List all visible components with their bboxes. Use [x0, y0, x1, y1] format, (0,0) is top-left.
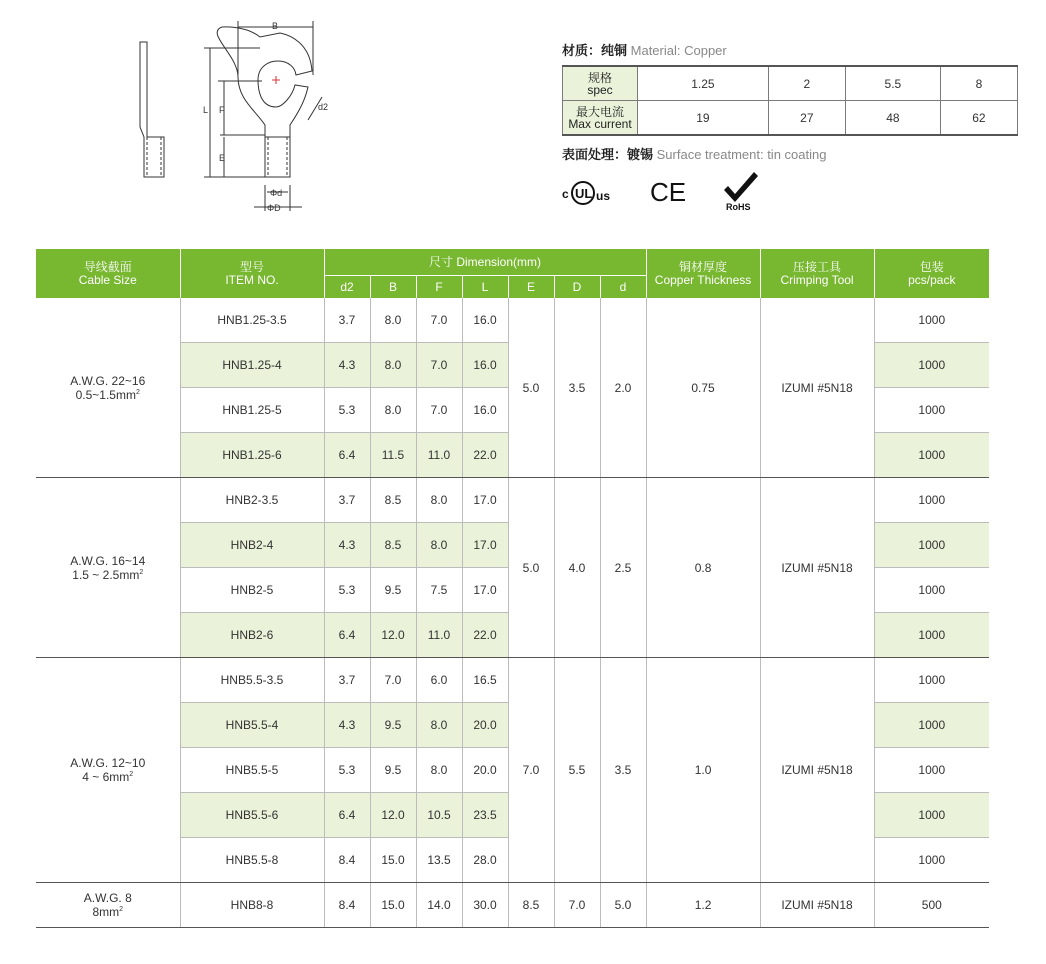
l-cell: 22.0 [462, 613, 508, 658]
l-cell: 16.0 [462, 343, 508, 388]
d2-cell: 6.4 [324, 433, 370, 478]
f-cell: 8.0 [416, 478, 462, 523]
header-dim-col: E [508, 276, 554, 299]
d2-cell: 6.4 [324, 793, 370, 838]
table-row [36, 883, 989, 928]
small-d-cell: 3.5 [600, 658, 646, 883]
d2-cell: 5.3 [324, 568, 370, 613]
svg-text:UL: UL [575, 186, 593, 201]
f-cell: 11.0 [416, 613, 462, 658]
size-label: 8mm [92, 905, 120, 919]
size-superscript: 2 [139, 568, 144, 576]
terminal-drawing [130, 15, 340, 215]
l-cell: 16.5 [462, 658, 508, 703]
pack-cell: 1000 [874, 433, 989, 478]
l-cell: 23.5 [462, 793, 508, 838]
b-cell: 11.5 [370, 433, 416, 478]
b-cell: 8.0 [370, 298, 416, 343]
header-dim-col: d [600, 276, 646, 299]
cable-size-cell [36, 883, 180, 928]
pack-cell: 1000 [874, 298, 989, 343]
pack-cell: 1000 [874, 838, 989, 883]
dim-label-phi-d: Φd [270, 188, 283, 198]
current-cell: 48 [845, 101, 940, 136]
b-cell: 15.0 [370, 883, 416, 928]
f-cell: 8.0 [416, 703, 462, 748]
header-crimping-tool: 压接工具 Crimping Tool [760, 249, 874, 298]
tool-cell: IZUMI #5N18 [760, 478, 874, 658]
header-dim-col: F [416, 276, 462, 299]
table-row [36, 478, 989, 523]
d2-cell: 3.7 [324, 658, 370, 703]
pack-cell: 1000 [874, 658, 989, 703]
thickness-cell: 0.8 [646, 478, 760, 658]
small-d-cell: 2.0 [600, 298, 646, 478]
l-cell: 16.0 [462, 388, 508, 433]
l-cell: 16.0 [462, 298, 508, 343]
current-label: 最大电流 Max current [563, 101, 638, 136]
e-cell: 5.0 [508, 478, 554, 658]
f-cell: 7.0 [416, 388, 462, 433]
d2-cell: 6.4 [324, 613, 370, 658]
b-cell: 8.0 [370, 343, 416, 388]
item-no-cell: HNB2-5 [180, 568, 324, 613]
thickness-cell: 1.0 [646, 658, 760, 883]
current-cell: 27 [768, 101, 845, 136]
thickness-cell: 0.75 [646, 298, 760, 478]
e-cell: 7.0 [508, 658, 554, 883]
f-cell: 10.5 [416, 793, 462, 838]
dim-label-f: F [219, 105, 225, 115]
cable-size-cell [36, 298, 180, 478]
spec-cell: 2 [768, 66, 845, 101]
header-item-no: 型号 ITEM NO. [180, 249, 324, 298]
dim-label-l: L [203, 105, 209, 115]
awg-label: A.W.G. 12~10 [70, 756, 146, 770]
table-row [36, 658, 989, 703]
big-d-cell: 3.5 [554, 298, 600, 478]
f-cell: 11.0 [416, 433, 462, 478]
d2-cell: 5.3 [324, 748, 370, 793]
f-cell: 6.0 [416, 658, 462, 703]
item-no-cell: HNB1.25-5 [180, 388, 324, 433]
b-cell: 8.0 [370, 388, 416, 433]
header-dim-col: L [462, 276, 508, 299]
header-dimension: 尺寸 Dimension(mm) [324, 249, 646, 276]
spec-label: 规格 spec [563, 66, 638, 101]
ul-mark-icon [562, 182, 610, 204]
header-copper-thickness: 铜材厚度 Copper Thickness [646, 249, 760, 298]
current-cell: 62 [940, 101, 1017, 136]
pack-cell: 1000 [874, 523, 989, 568]
item-no-cell: HNB5.5-6 [180, 793, 324, 838]
tool-cell: IZUMI #5N18 [760, 658, 874, 883]
small-d-cell: 2.5 [600, 478, 646, 658]
f-cell: 8.0 [416, 523, 462, 568]
item-no-cell: HNB2-6 [180, 613, 324, 658]
tool-cell: IZUMI #5N18 [760, 298, 874, 478]
certification-marks [560, 168, 780, 212]
size-label: 0.5~1.5mm [75, 387, 136, 402]
size-superscript: 2 [119, 906, 124, 913]
b-cell: 8.5 [370, 523, 416, 568]
pack-cell: 1000 [874, 793, 989, 838]
item-no-cell: HNB5.5-5 [180, 748, 324, 793]
size-label: 4 ~ 6mm [82, 770, 130, 784]
f-cell: 14.0 [416, 883, 462, 928]
svg-text:RoHS: RoHS [726, 202, 751, 212]
b-cell: 12.0 [370, 613, 416, 658]
svg-text:c: c [562, 187, 569, 201]
product-table [36, 249, 989, 928]
dim-label-e: E [219, 153, 226, 163]
item-no-cell: HNB5.5-3.5 [180, 658, 324, 703]
l-cell: 30.0 [462, 883, 508, 928]
item-no-cell: HNB5.5-4 [180, 703, 324, 748]
b-cell: 12.0 [370, 793, 416, 838]
pack-cell: 500 [874, 883, 989, 928]
cable-size-cell [36, 478, 180, 658]
l-cell: 17.0 [462, 568, 508, 613]
d2-cell: 4.3 [324, 343, 370, 388]
f-cell: 13.5 [416, 838, 462, 883]
d2-cell: 8.4 [324, 883, 370, 928]
f-cell: 7.0 [416, 343, 462, 388]
spec-cell: 8 [940, 66, 1017, 101]
b-cell: 7.0 [370, 658, 416, 703]
dim-label-phi-big-d: ΦD [267, 203, 281, 213]
size-label: 1.5 ~ 2.5mm [72, 567, 140, 582]
spec-cell: 1.25 [638, 66, 769, 101]
item-no-cell: HNB1.25-6 [180, 433, 324, 478]
l-cell: 17.0 [462, 478, 508, 523]
big-d-cell: 7.0 [554, 883, 600, 928]
table-body [36, 298, 989, 928]
surface-line: 表面处理：镀锡 Surface treatment: tin coating [562, 147, 827, 162]
pack-cell: 1000 [874, 568, 989, 613]
pack-cell: 1000 [874, 748, 989, 793]
big-d-cell: 4.0 [554, 478, 600, 658]
header-dim-col: d2 [324, 276, 370, 299]
b-cell: 9.5 [370, 568, 416, 613]
small-d-cell: 5.0 [600, 883, 646, 928]
f-cell: 7.5 [416, 568, 462, 613]
l-cell: 20.0 [462, 748, 508, 793]
l-cell: 17.0 [462, 523, 508, 568]
b-cell: 9.5 [370, 703, 416, 748]
pack-cell: 1000 [874, 343, 989, 388]
item-no-cell: HNB5.5-8 [180, 838, 324, 883]
header-pack: 包装 pcs/pack [874, 249, 989, 298]
current-cell: 19 [638, 101, 769, 136]
d2-cell: 3.7 [324, 478, 370, 523]
l-cell: 20.0 [462, 703, 508, 748]
rohs-mark-icon [724, 172, 758, 212]
dim-label-d2: d2 [318, 102, 329, 112]
awg-label: A.W.G. 8 [83, 891, 132, 905]
item-no-cell: HNB2-3.5 [180, 478, 324, 523]
d2-cell: 5.3 [324, 388, 370, 433]
awg-label: A.W.G. 16~14 [70, 553, 146, 568]
d2-cell: 3.7 [324, 298, 370, 343]
l-cell: 22.0 [462, 433, 508, 478]
e-cell: 8.5 [508, 883, 554, 928]
tool-cell: IZUMI #5N18 [760, 883, 874, 928]
spec-cell: 5.5 [845, 66, 940, 101]
size-superscript: 2 [135, 388, 140, 396]
f-cell: 8.0 [416, 748, 462, 793]
item-no-cell: HNB8-8 [180, 883, 324, 928]
pack-cell: 1000 [874, 388, 989, 433]
b-cell: 9.5 [370, 748, 416, 793]
pack-cell: 1000 [874, 703, 989, 748]
l-cell: 28.0 [462, 838, 508, 883]
header-dim-col: B [370, 276, 416, 299]
header-cable-size: 导线截面 Cable Size [36, 249, 180, 298]
table-row [36, 298, 989, 343]
pack-cell: 1000 [874, 478, 989, 523]
pack-cell: 1000 [874, 613, 989, 658]
d2-cell: 8.4 [324, 838, 370, 883]
spec-table [562, 65, 1018, 136]
ce-mark-icon: CE [650, 177, 687, 207]
thickness-cell: 1.2 [646, 883, 760, 928]
header-dim-col: D [554, 276, 600, 299]
f-cell: 7.0 [416, 298, 462, 343]
size-superscript: 2 [129, 771, 134, 778]
b-cell: 15.0 [370, 838, 416, 883]
spec-block [562, 40, 1018, 166]
material-line: 材质：纯铜 Material: Copper [562, 43, 727, 58]
big-d-cell: 5.5 [554, 658, 600, 883]
b-cell: 8.5 [370, 478, 416, 523]
awg-label: A.W.G. 22~16 [70, 373, 146, 388]
item-no-cell: HNB1.25-3.5 [180, 298, 324, 343]
cable-size-cell [36, 658, 180, 883]
svg-text:us: us [596, 189, 611, 203]
d2-cell: 4.3 [324, 703, 370, 748]
e-cell: 5.0 [508, 298, 554, 478]
item-no-cell: HNB2-4 [180, 523, 324, 568]
d2-cell: 4.3 [324, 523, 370, 568]
dim-label-b: B [272, 21, 279, 31]
item-no-cell: HNB1.25-4 [180, 343, 324, 388]
